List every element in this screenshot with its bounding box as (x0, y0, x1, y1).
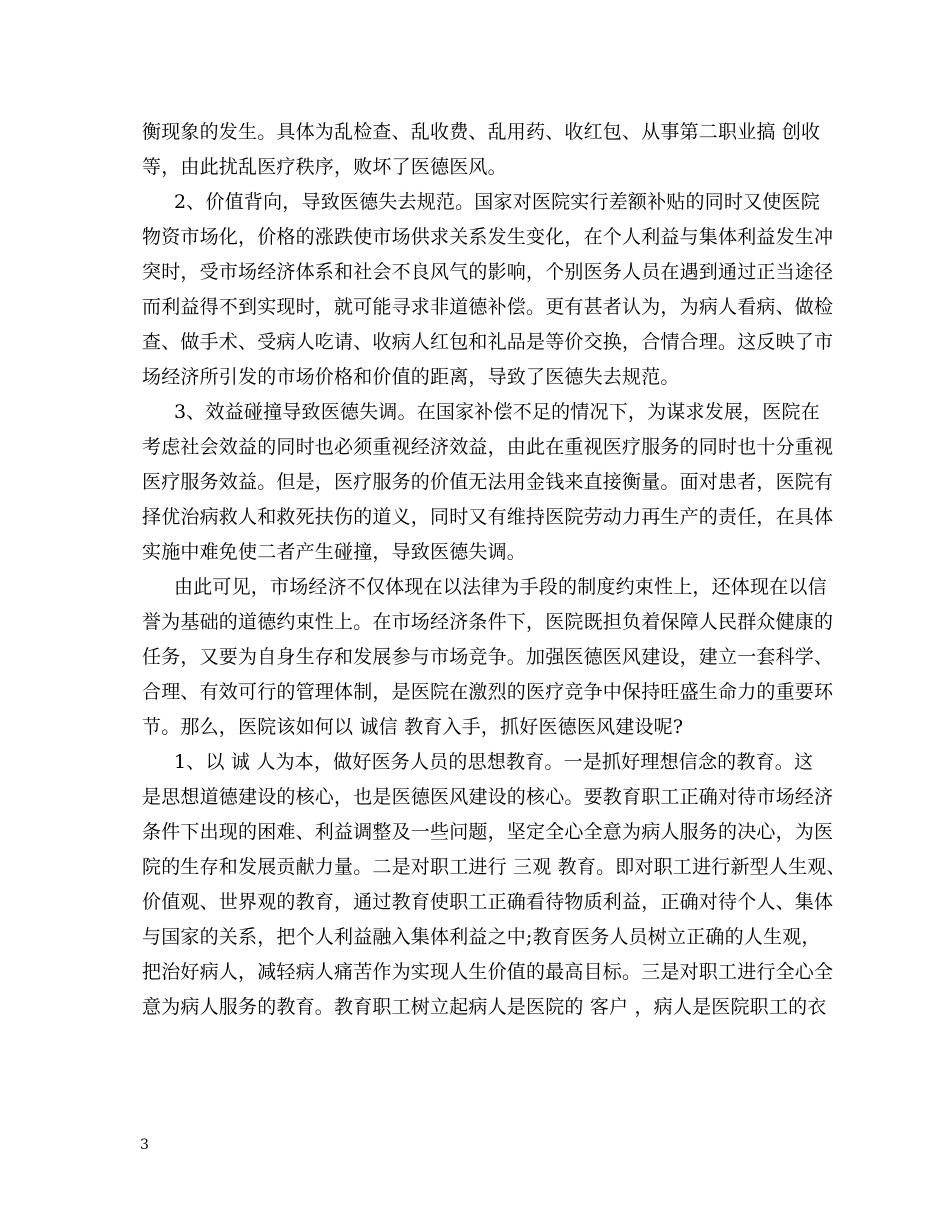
text-line: 场经济所引发的市场价格和价值的距离，导致了医德失去规范。 (142, 366, 680, 388)
text-line: 医疗服务效益。但是，医疗服务的价值无法用金钱来直接衡量。面对患者，医院有 (142, 471, 834, 493)
text-line: 而利益得不到实现时，就可能寻求非道德补偿。更有甚者认为，为病人看病、做检 (142, 296, 834, 318)
paragraph-start-line: 1、以 诚 人为本，做好医务人员的思想教育。一是抓好理想信念的教育。这 (174, 751, 814, 773)
text-line: 院的生存和发展贡献力量。二是对职工进行 三观 教育。即对职工进行新型人生观、 (142, 856, 846, 878)
text-line: 任务，又要为自身生存和发展参与市场竞争。加强医德医风建设，建立一套科学、 (142, 646, 834, 668)
text-line: 物资市场化，价格的涨跌使市场供求关系发生变化，在个人利益与集体利益发生冲 (142, 226, 834, 248)
paragraph-start-line: 由此可见，市场经济不仅体现在以法律为手段的制度约束性上，还体现在以信 (174, 576, 827, 598)
paragraph-start-line: 3、效益碰撞导致医德失调。在国家补偿不足的情况下，为谋求发展，医院在 (174, 401, 820, 423)
text-line: 与国家的关系，把个人利益融入集体利益之中;教育医务人员树立正确的人生观， (142, 926, 821, 948)
text-line: 节。那么，医院该如何以 诚信 教育入手，抓好医德医风建设呢? (142, 716, 684, 738)
text-line: 意为病人服务的教育。教育职工树立起病人是医院的 客户 ，病人是医院职工的衣 (142, 996, 827, 1018)
text-line: 择优治病救人和救死扶伤的道义，同时又有维持医院劳动力再生产的责任，在具体 (142, 506, 834, 528)
text-line: 实施中难免使二者产生碰撞，导致医德失调。 (142, 541, 527, 563)
body-text (142, 115, 846, 1025)
text-line: 考虑社会效益的同时也必须重视经济效益，由此在重视医疗服务的同时也十分重视 (142, 436, 834, 458)
text-line: 是思想道德建设的核心，也是医德医风建设的核心。要教育职工正确对待市场经济 (142, 786, 834, 808)
text-line: 等，由此扰乱医疗秩序，败坏了医德医风。 (142, 156, 507, 178)
text-line: 把治好病人，减轻病人痛苦作为实现人生价值的最高目标。三是对职工进行全心全 (142, 961, 834, 983)
paragraph-start-line: 2、价值背向，导致医德失去规范。国家对医院实行差额补贴的同时又使医院 (174, 191, 820, 213)
text-line: 衡现象的发生。具体为乱检查、乱收费、乱用药、收红包、从事第二职业搞 创收 (142, 121, 821, 143)
text-line: 誉为基础的道德约束性上。在市场经济条件下，医院既担负着保障人民群众健康的 (142, 611, 834, 633)
text-line: 条件下出现的困难、利益调整及一些问题，坚定全心全意为病人服务的决心，为医 (142, 821, 834, 843)
text-line: 查、做手术、受病人吃请、收病人红包和礼品是等价交换，合情合理。这反映了市 (142, 331, 834, 353)
page-number: 3 (140, 1137, 149, 1153)
text-line: 价值观、世界观的教育，通过教育使职工正确看待物质利益，正确对待个人、集体 (142, 891, 834, 913)
text-line: 突时，受市场经济体系和社会不良风气的影响，个别医务人员在遇到通过正当途径 (142, 261, 834, 283)
text-line: 合理、有效可行的管理体制，是医院在激烈的医疗竞争中保持旺盛生命力的重要环 (142, 681, 834, 703)
